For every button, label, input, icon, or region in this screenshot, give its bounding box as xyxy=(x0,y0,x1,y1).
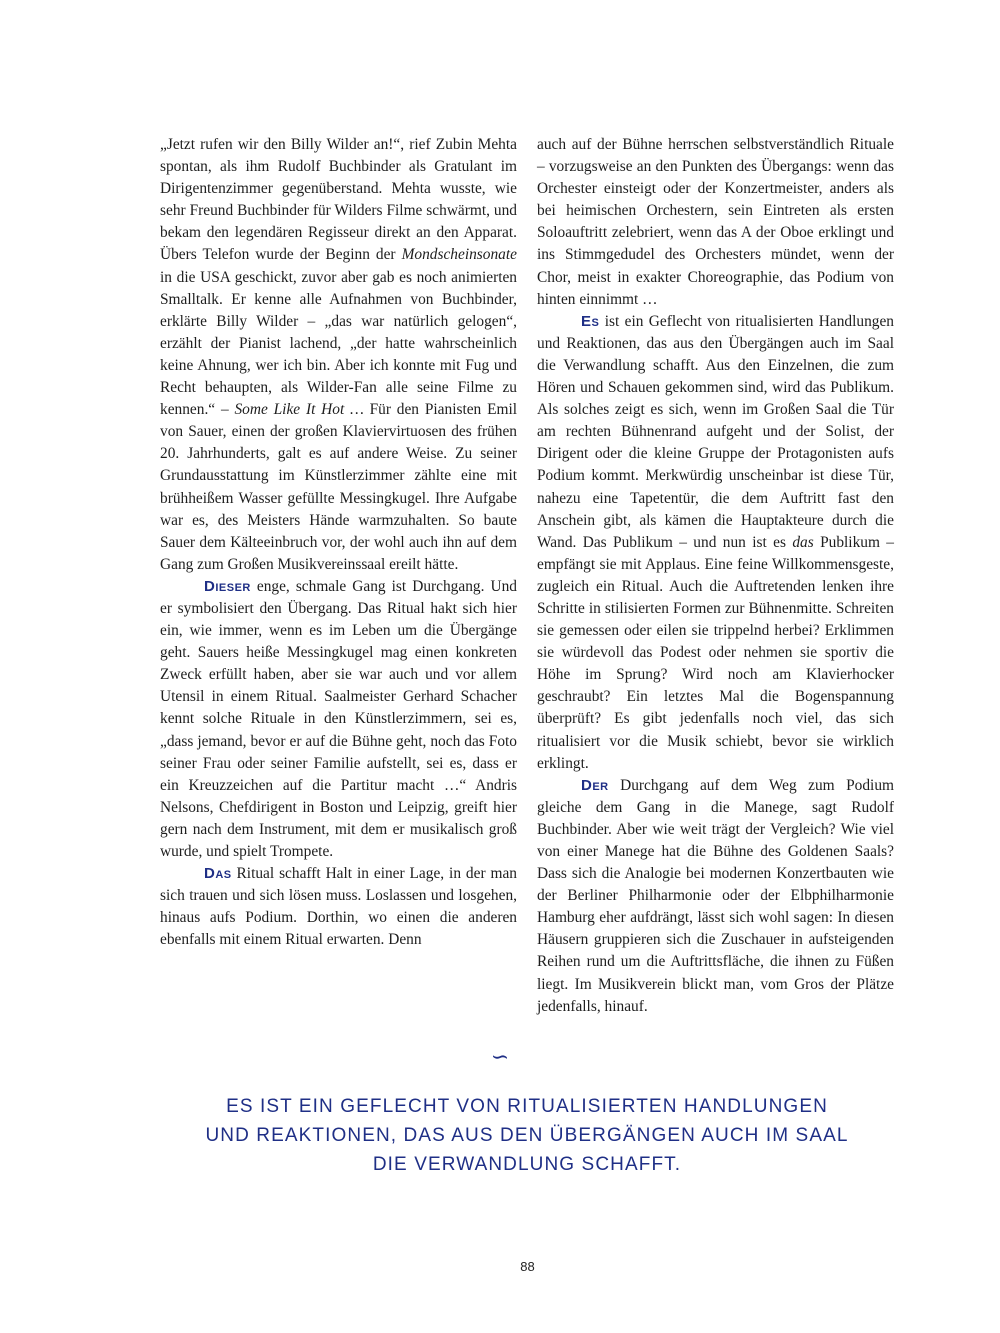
lead-word: Der xyxy=(581,776,609,794)
pull-quote-line: ES IST EIN GEFLECHT VON RITUALISIERTEN HANDLUNGEN xyxy=(226,1096,828,1117)
pull-quote-line: DIE VERWANDLUNG SCHAFFT. xyxy=(372,1154,682,1175)
pull-quote-line: UND REAKTIONEN, DAS AUS DEN ÜBERGÄNGEN AUCH IM SAAL xyxy=(205,1125,849,1146)
page-number: 88 xyxy=(520,1259,535,1274)
lead-word: Dieser xyxy=(204,577,251,595)
left-column xyxy=(160,134,517,1018)
lead-word: Das xyxy=(204,865,232,883)
paragraph: Es ist ein Geflecht von ritualisierten Handlungen und Reaktionen, das aus den Übergängen auch im Saal die Verwandlung schafft. Aus den Einzelnen, die zum Hören und Schauen gekommen sind, wird das Publikum. Als solches zeigt es sich, wenn im Großen Saal die Tür am rechten Bühnenrand aufgeht und der Solist, der Dirigent oder die kleine Gruppe der Protagonisten aufs Podium kommt. Merkwürdig unscheinbar ist diese Tür, nahezu eine Tapetentür, die dem Auftritt fast den Anschein gibt, als kämen die Hauptakteure durch die Wand. Das Publikum – und nun ist es das Publikum – empfängt sie mit Applaus. Eine feine Willkommensgeste, zugleich ein Ritual. Auch die Auftretenden lenken ihre Schritte in stilisierten Formen zur Bühnenmitte. Schreiten sie gemessen oder eilen sie trippelnd herbei? Erklimmen sie würdevoll das Podest oder nehmen sie sportiv die Höhe im Sprung? Wird noch am Klavierhocker geschraubt? Ein letztes Mal die Bogenspannung überprüft? Es gibt jedenfalls noch viel, das sich ritualisiert vor die Musik schiebt, bevor sie wirklich erklingt. xyxy=(537,312,894,772)
right-column xyxy=(537,134,894,1018)
paragraph: Das Ritual schafft Halt in einer Lage, in der man sich trauen und sich lösen muss. Loslassen und losgehen, hinaus aufs Podium. Dorthin, wo einen die anderen ebenfalls mit einem Ritual erwarten. Denn xyxy=(160,865,517,949)
pull-quote xyxy=(200,1092,854,1179)
paragraph: Der Durchgang auf dem Weg zum Podium gleiche dem Gang in die Manege, sagt Rudolf Buchbinder. Aber wie weit trägt der Vergleich? Wie viel von einer Manege hat die Bühne des Goldenen Saals? Dass sich die Analogie bei modernen Konzertbauten wie der Berliner Philharmonie oder der Elbphilharmonie Hamburg eher aufdrängt, lässt sich wohl sagen: In diesen Häusern gruppieren sich die Zuschauer in aufsteigenden Reihen rund um die Auftrittsfläche, die ihnen zu Füßen liegt. Im Musikverein blickt man, vom Gros der Plätze jedenfalls, hinauf. xyxy=(537,776,894,1015)
paragraph: auch auf der Bühne herrschen selbstverständlich Rituale – vorzugsweise an den Punkten des Übergangs: wenn das Orchester einsteigt oder der Konzertmeister, anders als bei heimischen Orchestern, sein Eintreten als ersten Soloauftritt zelebriert, wenn das A der Oboe erklingt und ins Stimmgedudel des Orchesters mündet, wenn der Chor, meist in exakter Choreographie, das Podium von hinten einnimmt … xyxy=(537,136,894,308)
paragraph: „Jetzt rufen wir den Billy Wilder an!“, rief Zubin Mehta spontan, als ihm Rudolf Buchbinder als Gratulant im Dirigentenzimmer gegenüberstand. Mehta wusste, wie sehr Freund Buchbinder für Wilders Filme schwärmt, und bekam den legendären Regisseur direkt an den Apparat. Übers Telefon wurde der Beginn der Mondscheinsonate in die USA geschickt, zuvor aber gab es noch animierten Smalltalk. Er kenne alle Aufnahmen von Buchbinder, erklärte Billy Wilder – „das war natürlich gelogen“, erzählt der Pianist lachend, „der hatte wahrscheinlich keine Ahnung, wer ich bin. Aber ich konnte mit Fug und Recht behaupten, als Wilder-Fan alle seine Filme zu kennen.“ – Some Like It Hot … Für den Pianisten Emil von Sauer, einen der großen Klaviervirtuosen des frühen 20. Jahrhunderts, galt es auf andere Weise. Zu seiner Grundausstattung im Künstlerzimmer zählte eine mit brühheißem Wasser gefüllte Messingkugel. Ihre Aufgabe war es, des Meisters Hände warmzuhalten. So baute Sauer dem Kälteeinbruch vor, der wohl auch ihn auf dem Gang zum Großen Musikvereinssaal ereilt hätte. xyxy=(160,136,518,573)
italic-title: Some Like It Hot … xyxy=(234,401,364,419)
italic-word: das xyxy=(792,533,814,551)
italic-title: Mondscheinsonate xyxy=(401,246,517,264)
text-columns xyxy=(160,134,894,1018)
ornament-icon: ∽ xyxy=(490,1045,510,1070)
paragraph: Dieser enge, schmale Gang ist Durchgang. Und er symbolisiert den Übergang. Das Ritual hakt sich hier ein, wie immer, wenn es im Leben um die Übergänge geht. Sauers heiße Messingkugel mag einen konkreten Zweck erfüllt haben, aber sie war auch und vor allem Utensil in einem Ritual. Saalmeister Gerhard Schacher kennt solche Rituale in den Künstlerzimmern, sei es, „dass jemand, bevor er auf die Bühne geht, noch das Foto seiner Frau oder seiner Familie aufstellt, sei es, dass er ein Kreuzzeichen auf die Partitur macht …“ Andris Nelsons, Chefdirigent in Boston und Leipzig, greift hier gern nach dem Instrument, mit dem er musikalisch groß wurde, und spielt Trompete. xyxy=(160,577,517,860)
lead-word: Es xyxy=(581,312,600,330)
